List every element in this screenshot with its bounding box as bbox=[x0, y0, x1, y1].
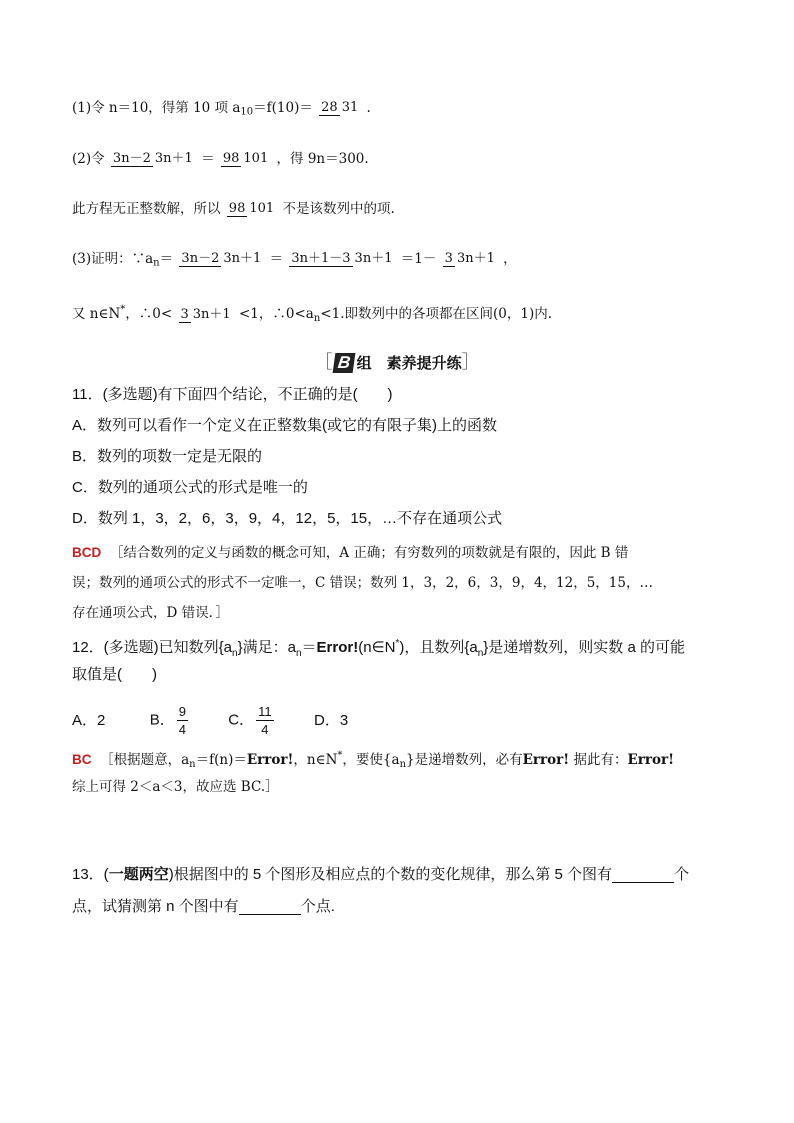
question-12-answer: BC bbox=[72, 752, 92, 767]
group-b-badge: B bbox=[333, 353, 356, 373]
fraction-3n-minus-2: 3n－2 3n＋1 bbox=[112, 151, 193, 166]
question-11-solution-line-2: 误；数列的通项公式的形式不一定唯一，C 错误；数列 1，3，2，6，3，9，4，12，5，15，… bbox=[72, 575, 653, 591]
question-12-stem: 12．(多选题)已知数列$\{a_n\}$满足：$a_n=Error!(n\in N^*)$，且数列$\{a_n\}$是递增数列，则实数 a 的可能 bbox=[72, 638, 685, 659]
question-11-option-d: D．数列 1，3，2，6，3，9，4，12，5，15，…不存在通项公式 bbox=[72, 510, 503, 527]
question-13-stem-line-2: 点，试猜测第 n 个图中有 个点. bbox=[72, 898, 335, 916]
question-11-solution-line-1: BCD ［结合数列的定义与函数的概念可知，A 正确；有穷数列的项数就是有限的，因此 B 错 bbox=[72, 544, 629, 561]
section-header-group-b: ［ B 组 素养提升练］ bbox=[314, 352, 480, 372]
question-11-answer: BCD bbox=[72, 544, 102, 560]
answer-blank-2[interactable] bbox=[239, 900, 301, 915]
solution-line-4: (3)证明：$\because a_n= 3n-2$ 3n＋1 ＝ 3n＋1－3 3n＋1 ＝1－ 3 3n＋1 ， bbox=[72, 250, 517, 269]
solution-line-3: 此方程无正整数解，所以 98 101 不是该数列中的项. bbox=[72, 200, 395, 217]
fraction-an-2: 3n＋1－3 3n＋1 bbox=[291, 251, 393, 266]
question-11-solution-line-3: 存在通项公式，D 错误．］ bbox=[72, 605, 229, 621]
solution-line-2: (2)令 3n－2 3n＋1 ＝ 98 101 ，得 9n＝300. bbox=[72, 150, 369, 167]
question-11-stem: 11．(多选题)有下面四个结论，不正确的是( ) bbox=[72, 386, 393, 403]
question-12-stem-line-2: 取值是( ) bbox=[72, 666, 157, 683]
fraction-28-31: 28 31 bbox=[321, 100, 359, 115]
answer-blank-1[interactable] bbox=[612, 868, 674, 883]
question-12-options bbox=[72, 703, 348, 738]
question-12-option-a: A．2 bbox=[72, 711, 106, 729]
question-12-solution-line-1: BC ［根据题意，$a_n=f(n)=Error$!，n∈N*，要使$\{a_n\}$是递增数列，必有Error! 据此有：Error! bbox=[72, 750, 675, 771]
fraction-3-over-3n1: 3 3n＋1 bbox=[180, 306, 231, 322]
solution-line-1: (1)令 n＝10，得第 10 项 $a_{10}=f(10)= 28$ 31 . bbox=[72, 99, 371, 118]
question-12-option-c: C． $\frac{11}{4}$ bbox=[228, 704, 272, 737]
solution-line-5: 又 n∈N*，∴0< 3 3n＋1 <1，$\therefore 0<a_n<1$.即数列中的各项都在区间(0，1)内. bbox=[72, 304, 553, 325]
question-11-option-a: A．数列可以看作一个定义在正整数集(或它的有限子集)上的函数 bbox=[72, 417, 497, 434]
question-12-option-b: B． $\frac{9}{4}$ bbox=[149, 704, 186, 737]
fraction-an-1: 3n－2 3n＋1 bbox=[181, 251, 262, 266]
fraction-98-101: 98 101 bbox=[222, 151, 269, 166]
question-13-stem: 13．(一题两空)根据图中的 5 个图形及相应点的个数的变化规律，那么第 5 个图有 个 bbox=[72, 866, 690, 884]
question-12-solution-line-2: 综上可得 2＜a＜3，故应选 BC.］ bbox=[72, 779, 279, 795]
fraction-an-3: 3 3n＋1 bbox=[444, 251, 495, 266]
question-11-option-b: B．数列的项数一定是无限的 bbox=[72, 448, 263, 465]
question-11-option-c: C．数列的通项公式的形式是唯一的 bbox=[72, 479, 308, 496]
question-12-option-d: D．3 bbox=[313, 711, 349, 729]
fraction-98-101-b: 98 101 bbox=[228, 201, 275, 216]
